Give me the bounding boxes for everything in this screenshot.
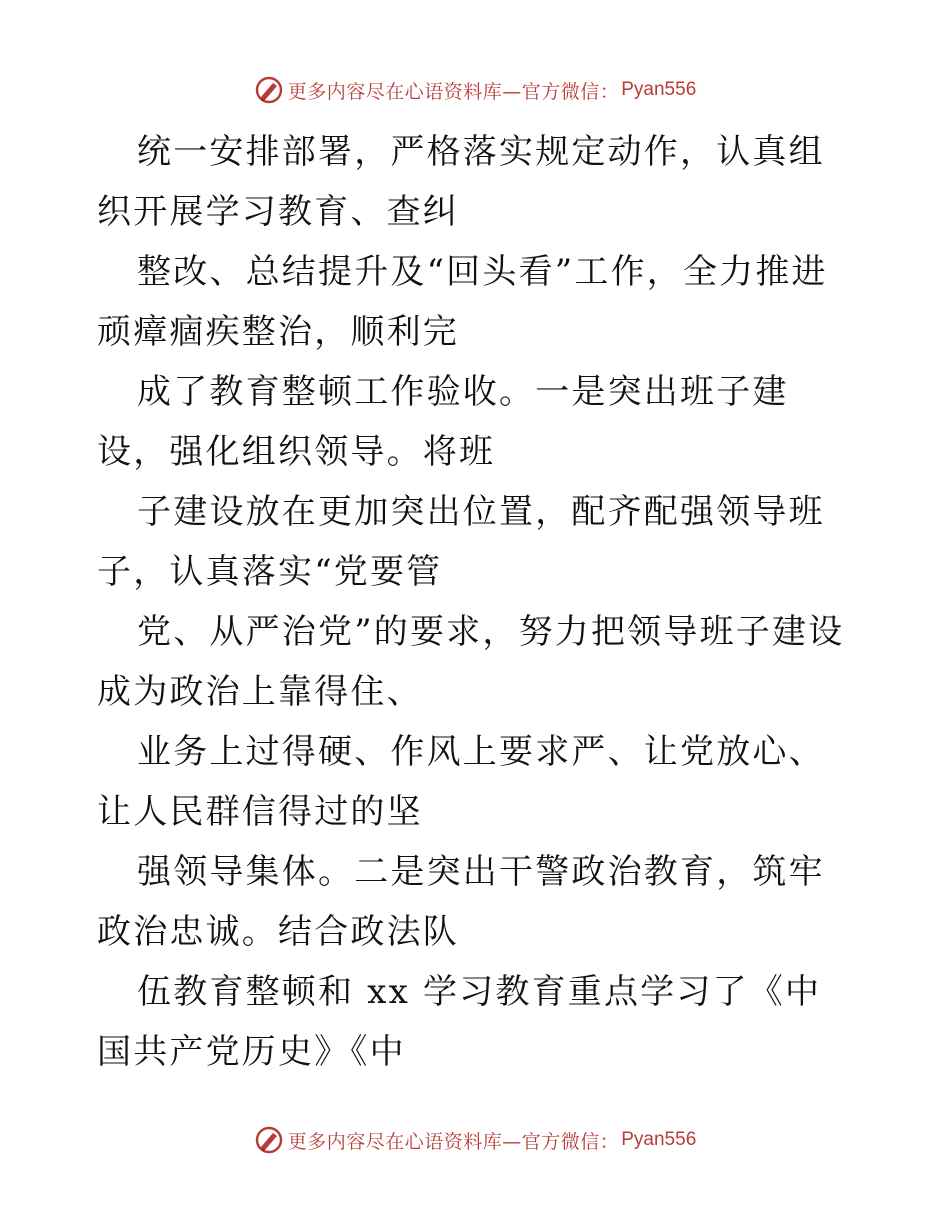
paragraph-8: 伍教育整顿和 xx 学习教育重点学习了《中国共产党历史》《中 — [97, 972, 822, 1072]
paragraph-1: 统一安排部署，严格落实规定动作，认真组织开展学习教育、查纠 — [97, 132, 825, 232]
pen-circle-icon — [254, 1125, 284, 1155]
paragraph-3: 成了教育整顿工作验收。一是突出班子建设，强化组织领导。将班 — [97, 372, 789, 472]
banner-text: 更多内容尽在心语资料库—官方微信： — [287, 80, 620, 103]
document-body — [97, 122, 857, 1082]
wechat-id: Pyan556 — [621, 79, 697, 100]
footer-banner — [0, 1122, 950, 1158]
header-banner — [0, 72, 950, 108]
paragraph-2: 整改、总结提升及“回头看”工作，全力推进顽瘴痼疾整治，顺利完 — [97, 252, 828, 352]
pen-circle-icon — [254, 75, 284, 105]
paragraph-6: 业务上过得硬、作风上要求严、让党放心、让人民群信得过的坚 — [97, 732, 825, 832]
paragraph-5: 党、从严治党”的要求，努力把领导班子建设成为政治上靠得住、 — [97, 612, 845, 712]
wechat-id: Pyan556 — [621, 1129, 697, 1150]
paragraph-4: 子建设放在更加突出位置，配齐配强领导班子，认真落实“党要管 — [97, 492, 825, 592]
paragraph-7: 强领导集体。二是突出干警政治教育，筑牢政治忠诚。结合政法队 — [97, 852, 825, 952]
banner-text: 更多内容尽在心语资料库—官方微信： — [287, 1130, 620, 1153]
